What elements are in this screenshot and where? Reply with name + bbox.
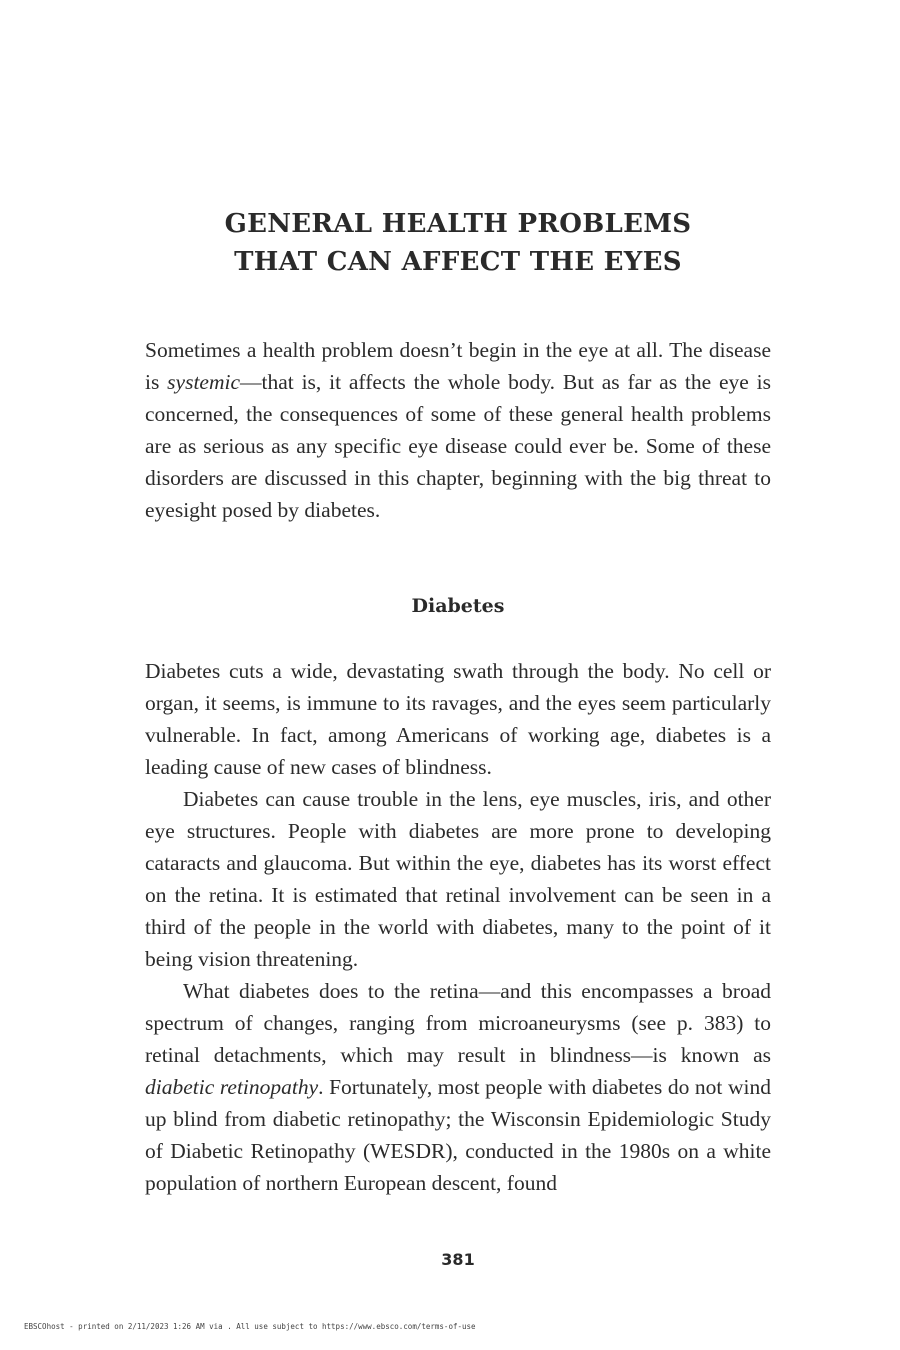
paragraph-1: Diabetes cuts a wide, devastating swath through the body. No cell or organ, it seems, is immune to its ravages, and the eyes seem particularly vulnerable. In fact, among Americans of working age, diabetes is a leading cause of new cases of blindness.	[145, 659, 771, 779]
footer-note: EBSCOhost - printed on 2/11/2023 1:26 AM via . All use subject to https://www.ebsco.com/terms-of-use	[24, 1322, 476, 1331]
chapter-title-line-1: GENERAL HEALTH PROBLEMS	[224, 209, 692, 239]
intro-emphasis: systemic	[167, 370, 241, 394]
chapter-title-line-2: THAT CAN AFFECT THE EYES	[234, 247, 682, 277]
paragraph-2: Diabetes can cause trouble in the lens, eye muscles, iris, and other eye structures. People with diabetes are more prone to developing cataracts and glaucoma. But within the eye, diabetes has its worst effect on the retina. It is estimated that retinal involvement can be seen in a third of the people in the world with diabetes, many to the point of it being vision threatening.	[145, 787, 771, 971]
section-body	[145, 655, 771, 1199]
paragraph-3-part-1: What diabetes does to the retina—and this encompasses a broad spectrum of changes, ranging from microaneurysms (see p. 383) to retinal detachments, which may result in blindness—is known as	[145, 979, 771, 1067]
paragraph-3-emphasis: diabetic retinopathy	[145, 1075, 319, 1099]
intro-paragraph	[145, 334, 771, 526]
intro-text-part-2: —that is, it affects the whole body. But as far as the eye is concerned, the consequences of some of these general health problems are as serious as any specific eye disease could ever be. Some of these disorders are discussed in this chapter, beginning with the big threat to eyesight posed by diabetes.	[145, 370, 771, 522]
paragraph-3	[145, 975, 771, 1199]
page-number: 381	[441, 1250, 475, 1269]
intro-text-part-1: Sometimes a health problem doesn’t begin in the eye at all. The disease is	[145, 338, 771, 394]
intro-block	[145, 334, 771, 526]
paragraph-3-part-2: . Fortunately, most people with diabetes do not wind up blind from diabetic retinopathy; the Wisconsin Epidemiologic Study of Diabetic Retinopathy (WESDR), conducted in the 1980s on a white population of northern European descent, found	[145, 1075, 771, 1195]
chapter-title	[145, 205, 771, 281]
section-heading: Diabetes	[411, 595, 505, 617]
